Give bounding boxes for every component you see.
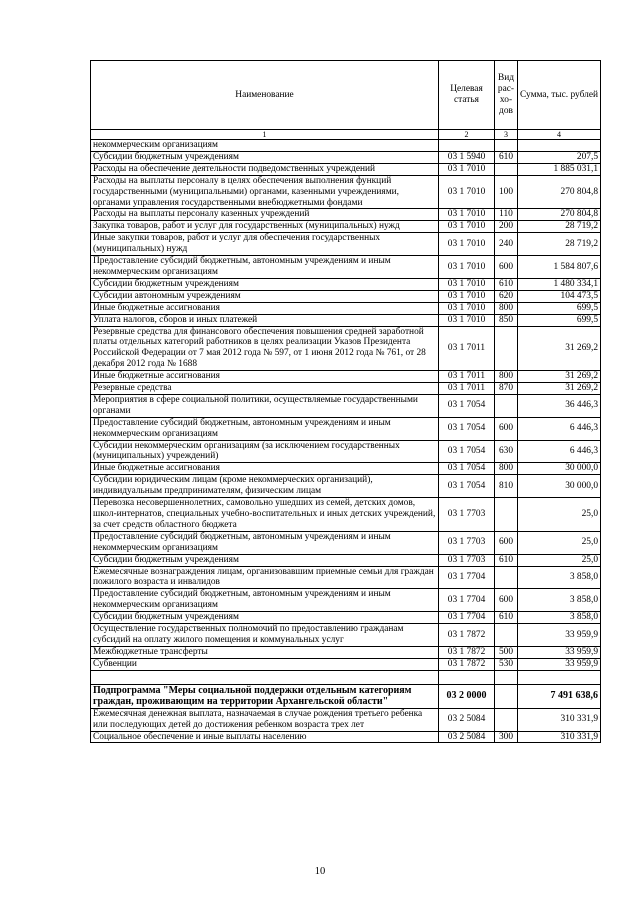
- table-row: [91, 383, 601, 395]
- table-body-2: [91, 708, 601, 743]
- table-row: [91, 163, 601, 175]
- row-name: Резервные средства для финансового обеспечения повышения средней заработной платы отдельных категорий работников в целях реализации Указов Президента Российской Федерации от 7 мая 2012 года № 597, от 1 июня 2012 года № 761, от 28 декабря 2012 года № 1688: [91, 326, 439, 371]
- row-vid: [495, 566, 518, 589]
- row-sum: 28 719,2: [518, 221, 601, 233]
- header-row: [91, 61, 601, 130]
- row-vid: 800: [495, 302, 518, 314]
- row-code: 03 1 7011: [439, 326, 495, 371]
- row-sum: 33 959,9: [518, 624, 601, 647]
- row-sum: 3 858,0: [518, 589, 601, 612]
- table-row: [91, 646, 601, 658]
- row-vid: 600: [495, 589, 518, 612]
- row-code: 03 1 7054: [439, 394, 495, 417]
- row-vid: 810: [495, 475, 518, 498]
- column-number: 4: [518, 130, 601, 140]
- row-sum: 30 000,0: [518, 475, 601, 498]
- row-name: Субсидии автономным учреждениям: [91, 290, 439, 302]
- row-name: Субсидии бюджетным учреждениям: [91, 612, 439, 624]
- row-code: 03 1 7054: [439, 440, 495, 463]
- row-name: Резервные средства: [91, 383, 439, 395]
- table-row: [91, 140, 601, 152]
- row-name: Субсидии бюджетным учреждениям: [91, 278, 439, 290]
- header-sum: Сумма, тыс. рублей: [518, 61, 601, 130]
- row-vid: 240: [495, 233, 518, 256]
- row-sum: 28 719,2: [518, 233, 601, 256]
- column-number: 2: [439, 130, 495, 140]
- row-code: 03 2 5084: [439, 731, 495, 743]
- row-sum: 270 804,8: [518, 209, 601, 221]
- row-vid: 610: [495, 278, 518, 290]
- budget-table: [90, 60, 601, 743]
- header-name: Наименование: [91, 61, 439, 130]
- row-vid: [495, 708, 518, 731]
- row-sum: 6 446,3: [518, 417, 601, 440]
- row-name: Перевозка несовершеннолетних, самовольно ушедших из семей, детских домов, школ-интернатов, специальных учебно-воспитательных и иных детских учреждений, за счет средств областного бюджета: [91, 498, 439, 532]
- row-sum: 207,5: [518, 151, 601, 163]
- row-vid: [495, 394, 518, 417]
- row-code: 03 1 5940: [439, 151, 495, 163]
- row-name: Иные бюджетные ассигнования: [91, 302, 439, 314]
- row-sum: 31 269,2: [518, 383, 601, 395]
- row-code: 03 1 7010: [439, 175, 495, 209]
- table-row: [91, 531, 601, 554]
- budget-table-page: [90, 60, 600, 743]
- table-row: [91, 417, 601, 440]
- table-row: [91, 566, 601, 589]
- row-sum: 310 331,9: [518, 708, 601, 731]
- row-sum: 30 000,0: [518, 463, 601, 475]
- table-row: [91, 440, 601, 463]
- row-code: 03 1 7872: [439, 646, 495, 658]
- row-sum: 270 804,8: [518, 175, 601, 209]
- row-name: Предоставление субсидий бюджетным, автономным учреждениям и иным некоммерческим организациям: [91, 417, 439, 440]
- row-vid: 850: [495, 314, 518, 326]
- table-row: [91, 233, 601, 256]
- row-name: Субсидии юридическим лицам (кроме некоммерческих организаций), индивидуальным предпринимателям, физическим лицам: [91, 475, 439, 498]
- header-target: Целевая статья: [439, 61, 495, 130]
- row-name: Расходы на выплаты персоналу казенных учреждений: [91, 209, 439, 221]
- row-code: 03 1 7010: [439, 278, 495, 290]
- row-name: Осуществление государственных полномочий по предоставлению гражданам субсидий на оплату жилого помещения и коммунальных услуг: [91, 624, 439, 647]
- table-row: [91, 708, 601, 731]
- row-code: 03 1 7010: [439, 290, 495, 302]
- spacer-row: [91, 670, 601, 684]
- row-vid: [495, 498, 518, 532]
- subprogram-row: [91, 684, 601, 708]
- row-name: Иные закупки товаров, работ и услуг для обеспечения государственных (муниципальных) нужд: [91, 233, 439, 256]
- row-vid: 200: [495, 221, 518, 233]
- row-name: Предоставление субсидий бюджетным, автономным учреждениям и иным некоммерческим организациям: [91, 531, 439, 554]
- header-vid: Вид рас-хо-дов: [495, 61, 518, 130]
- table-row: [91, 624, 601, 647]
- row-code: 03 1 7011: [439, 371, 495, 383]
- table-row: [91, 612, 601, 624]
- row-name: Расходы на обеспечение деятельности подведомственных учреждений: [91, 163, 439, 175]
- row-sum: 31 269,2: [518, 371, 601, 383]
- table-row: [91, 209, 601, 221]
- table-row: [91, 256, 601, 279]
- row-sum: 36 446,3: [518, 394, 601, 417]
- table-body: [91, 140, 601, 671]
- row-vid: 100: [495, 175, 518, 209]
- row-sum: 33 959,9: [518, 658, 601, 670]
- row-vid: 610: [495, 554, 518, 566]
- row-vid: 630: [495, 440, 518, 463]
- row-name: Ежемесячная денежная выплата, назначаемая в случае рождения третьего ребенка или последующих детей до достижения ребенком возраста трех лет: [91, 708, 439, 731]
- table-row: [91, 475, 601, 498]
- row-vid: [495, 163, 518, 175]
- table-row: [91, 463, 601, 475]
- row-code: 03 1 7010: [439, 163, 495, 175]
- table-row: [91, 302, 601, 314]
- row-name: Иные бюджетные ассигнования: [91, 371, 439, 383]
- row-vid: 110: [495, 209, 518, 221]
- table-row: [91, 394, 601, 417]
- row-code: 03 1 7054: [439, 475, 495, 498]
- row-name: Межбюджетные трансферты: [91, 646, 439, 658]
- row-code: [439, 140, 495, 152]
- table-row: [91, 658, 601, 670]
- row-code: 03 1 7054: [439, 463, 495, 475]
- row-code: 03 1 7010: [439, 233, 495, 256]
- row-sum: 1 885 031,1: [518, 163, 601, 175]
- row-vid: [495, 326, 518, 371]
- table-row: [91, 151, 601, 163]
- column-number-row: [91, 130, 601, 140]
- row-sum: 310 331,9: [518, 731, 601, 743]
- row-code: 03 2 5084: [439, 708, 495, 731]
- page-number: 10: [314, 866, 326, 877]
- table-row: [91, 731, 601, 743]
- table-row: [91, 175, 601, 209]
- row-name: Уплата налогов, сборов и иных платежей: [91, 314, 439, 326]
- table-row: [91, 290, 601, 302]
- row-code: 03 1 7704: [439, 589, 495, 612]
- table-row: [91, 498, 601, 532]
- row-name: Иные бюджетные ассигнования: [91, 463, 439, 475]
- row-code: 03 1 7010: [439, 256, 495, 279]
- row-sum: 1 584 807,6: [518, 256, 601, 279]
- row-code: 03 1 7703: [439, 554, 495, 566]
- table-row: [91, 371, 601, 383]
- row-sum: [518, 140, 601, 152]
- row-code: 03 1 7872: [439, 624, 495, 647]
- row-code: 03 1 7054: [439, 417, 495, 440]
- table-row: [91, 326, 601, 371]
- row-code: 03 1 7704: [439, 566, 495, 589]
- row-vid: 610: [495, 612, 518, 624]
- row-name: Субсидии бюджетным учреждениям: [91, 554, 439, 566]
- row-vid: 800: [495, 371, 518, 383]
- row-name: Субсидии некоммерческим организациям (за исключением государственных (муниципальных) учреждений): [91, 440, 439, 463]
- row-sum: 25,0: [518, 531, 601, 554]
- row-vid: 300: [495, 731, 518, 743]
- table-row: [91, 278, 601, 290]
- subprogram-code: 03 2 0000: [439, 684, 495, 708]
- row-name: Субвенции: [91, 658, 439, 670]
- row-code: 03 1 7010: [439, 314, 495, 326]
- row-vid: 870: [495, 383, 518, 395]
- table-row: [91, 314, 601, 326]
- row-code: 03 1 7872: [439, 658, 495, 670]
- row-vid: 500: [495, 646, 518, 658]
- row-sum: 699,5: [518, 314, 601, 326]
- table-row: [91, 221, 601, 233]
- subprogram-sum: 7 491 638,6: [518, 684, 601, 708]
- row-sum: 25,0: [518, 554, 601, 566]
- row-sum: 3 858,0: [518, 612, 601, 624]
- subprogram-name: Подпрограмма "Меры социальной поддержки отдельным категориям граждан, проживающим на территории Архангельской области": [91, 684, 439, 708]
- row-name: Субсидии бюджетным учреждениям: [91, 151, 439, 163]
- row-vid: 620: [495, 290, 518, 302]
- row-name: Закупка товаров, работ и услуг для государственных (муниципальных) нужд: [91, 221, 439, 233]
- row-name: Мероприятия в сфере социальной политики, осуществляемые государственными органами: [91, 394, 439, 417]
- row-code: 03 1 7704: [439, 612, 495, 624]
- row-name: Предоставление субсидий бюджетным, автономным учреждениям и иным некоммерческим организациям: [91, 256, 439, 279]
- row-name: некоммерческим организациям: [91, 140, 439, 152]
- row-vid: 600: [495, 531, 518, 554]
- row-sum: 33 959,9: [518, 646, 601, 658]
- row-name: Социальное обеспечение и иные выплаты населению: [91, 731, 439, 743]
- row-sum: 6 446,3: [518, 440, 601, 463]
- row-name: Расходы на выплаты персоналу в целях обеспечения выполнения функций государственными (муниципальными) органами, казенными учреждениями, органами управления государственными внебюджетными фондами: [91, 175, 439, 209]
- row-code: 03 1 7703: [439, 498, 495, 532]
- row-vid: 610: [495, 151, 518, 163]
- row-sum: 25,0: [518, 498, 601, 532]
- column-number: 1: [91, 130, 439, 140]
- table-row: [91, 589, 601, 612]
- row-vid: 800: [495, 463, 518, 475]
- subprogram-vid: [495, 684, 518, 708]
- row-vid: [495, 140, 518, 152]
- row-vid: 600: [495, 256, 518, 279]
- row-code: 03 1 7010: [439, 302, 495, 314]
- row-sum: 3 858,0: [518, 566, 601, 589]
- table-row: [91, 554, 601, 566]
- row-vid: 600: [495, 417, 518, 440]
- row-name: Предоставление субсидий бюджетным, автономным учреждениям и иным некоммерческим организациям: [91, 589, 439, 612]
- row-sum: 104 473,5: [518, 290, 601, 302]
- row-code: 03 1 7703: [439, 531, 495, 554]
- row-sum: 31 269,2: [518, 326, 601, 371]
- row-code: 03 1 7011: [439, 383, 495, 395]
- row-sum: 699,5: [518, 302, 601, 314]
- column-number: 3: [495, 130, 518, 140]
- row-code: 03 1 7010: [439, 221, 495, 233]
- row-vid: 530: [495, 658, 518, 670]
- row-vid: [495, 624, 518, 647]
- row-name: Ежемесячные вознаграждения лицам, организовавшим приемные семьи для граждан пожилого возраста и инвалидов: [91, 566, 439, 589]
- row-sum: 1 480 334,1: [518, 278, 601, 290]
- row-code: 03 1 7010: [439, 209, 495, 221]
